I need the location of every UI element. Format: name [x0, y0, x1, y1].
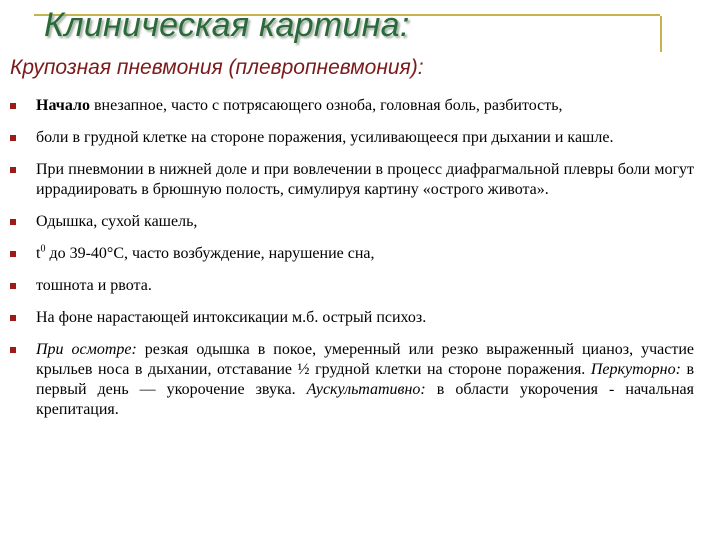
- list-item: При пневмонии в нижней доле и при вовлечении в процесс диафрагмальной плевры боли могут иррадиировать в брюшную полость, симулируя картину «острого живота».: [10, 160, 694, 200]
- bullet-icon: [10, 315, 16, 321]
- bullet-icon: [10, 135, 16, 141]
- bullet-icon: [10, 347, 16, 353]
- bullet-list: [10, 96, 694, 432]
- page-title: Клиническая картина:: [44, 6, 410, 44]
- list-item: боли в грудной клетке на стороне поражения, усиливающееся при дыхании и кашле.: [10, 128, 694, 148]
- list-item: $t^0$ до 39-40°С, часто возбуждение, нарушение сна,: [10, 244, 694, 264]
- bullet-icon: [10, 103, 16, 109]
- list-item: Начало внезапное, часто с потрясающего озноба, головная боль, разбитость,: [10, 96, 694, 116]
- bullet-icon: [10, 219, 16, 225]
- list-item: Одышка, сухой кашель,: [10, 212, 694, 232]
- bullet-icon: [10, 251, 16, 257]
- list-item: При осмотре: резкая одышка в покое, умеренный или резко выраженный цианоз, участие крыльев носа в дыхании, отставание ½ грудной клетки на стороне поражения. Перкуторно: в первый день — укорочение звука. Аускультативно: в области укорочения - начальная крепитация.: [10, 340, 694, 420]
- list-item: тошнота и рвота.: [10, 276, 694, 296]
- bullet-icon: [10, 283, 16, 289]
- page-subtitle: Крупозная пневмония (плевропневмония):: [10, 56, 424, 79]
- bullet-icon: [10, 167, 16, 173]
- list-item: На фоне нарастающей интоксикации м.б. острый психоз.: [10, 308, 694, 328]
